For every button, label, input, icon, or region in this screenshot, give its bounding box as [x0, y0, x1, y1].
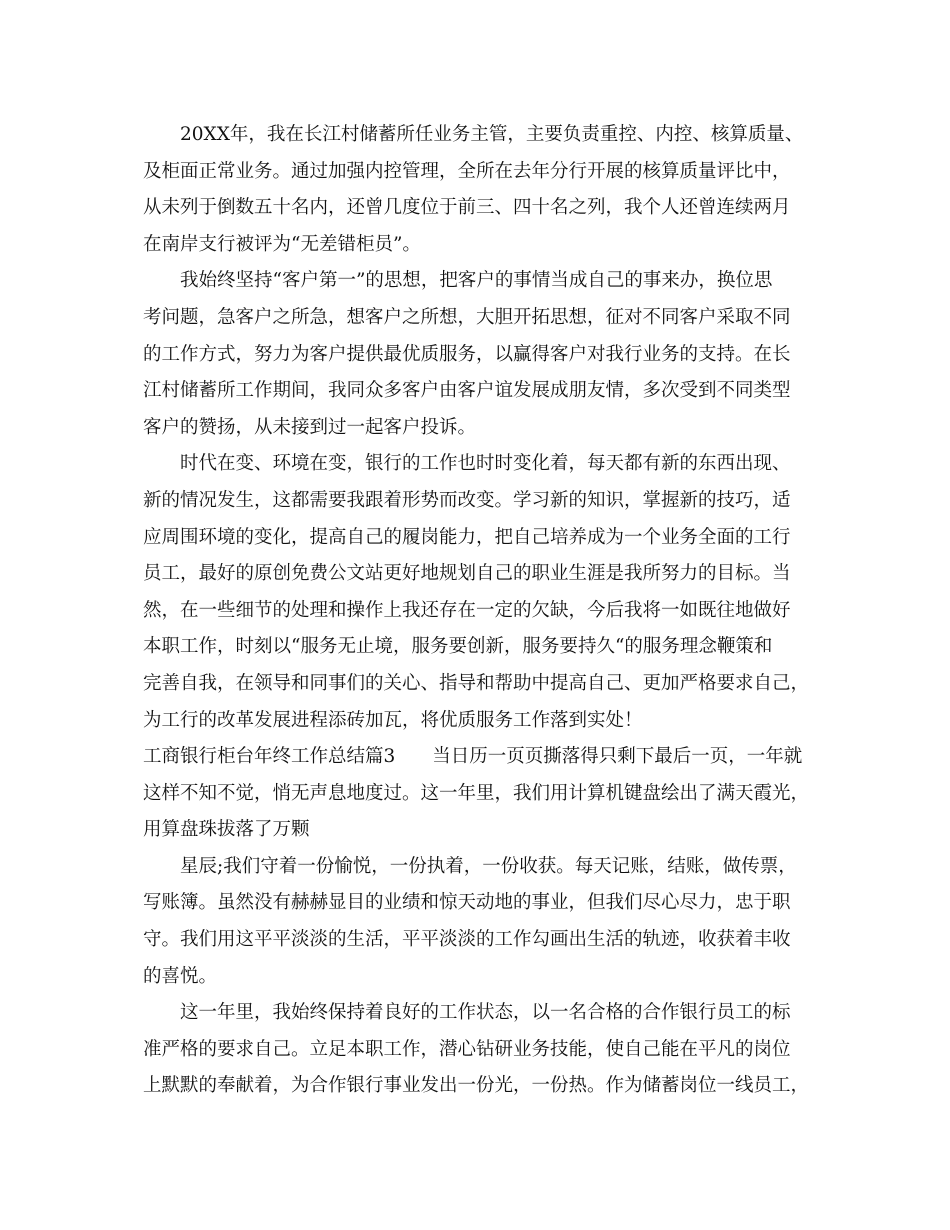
paragraph-line: 应周围环境的变化，提高自己的履岗能力，把自己培养成为一个业务全面的工行 — [143, 526, 791, 548]
paragraph-line: 我始终坚持“客户第一”的思想，把客户的事情当成自己的事来办，换位思 — [180, 270, 773, 292]
paragraph-line: 完善自我，在领导和同事们的关心、指导和帮助中提高自己、更加严格要求自己， — [143, 672, 810, 694]
paragraph-line: 的工作方式，努力为客户提供最优质服务，以赢得客户对我行业务的支持。在长 — [143, 343, 791, 365]
paragraph-line: 考问题，急客户之所急，想客户之所想，大胆开拓思想，征对不同客户采取不同 — [143, 306, 791, 328]
paragraph-line: 星辰;我们守着一份愉悦，一份执着，一份收获。每天记账，结账，做传票， — [180, 855, 797, 877]
paragraph-line: 新的情况发生，这都需要我跟着形势而改变。学习新的知识，掌握新的技巧，适 — [143, 489, 791, 511]
paragraph-line: 然，在一些细节的处理和操作上我还存在一定的欠缺，今后我将一如既往地做好 — [143, 599, 791, 621]
paragraph-line: 上默默的奉献着，为合作银行事业发出一份光，一份热。作为储蓄岗位一线员工， — [143, 1075, 810, 1097]
paragraph-line: 本职工作，时刻以“服务无止境，服务要创新，服务要持久“的服务理念鞭策和 — [143, 636, 773, 658]
section-heading: 工商银行柜台年终工作总结篇3 — [143, 746, 396, 768]
document-body — [143, 117, 815, 1105]
paragraph-line: 为工行的改革发展进程添砖加瓦，将优质服务工作落到实处！ — [143, 709, 643, 731]
paragraph-line: 在南岸支行被评为“无差错柜员”。 — [143, 233, 421, 255]
section-heading-line — [143, 739, 815, 776]
paragraph-line: 写账簿。虽然没有赫赫显目的业绩和惊天动地的事业，但我们尽心尽力，忠于职 — [143, 892, 791, 914]
paragraph-line: 用算盘珠拔落了万颗 — [143, 819, 310, 841]
paragraph-line: 从未列于倒数五十名内，还曾几度位于前三、四十名之列，我个人还曾连续两月 — [143, 197, 791, 219]
paragraph-line: 客户的赞扬，从未接到过一起客户投诉。 — [143, 416, 477, 438]
paragraph-line: 员工，最好的原创免费公文站更好地规划自己的职业生涯是我所努力的目标。当 — [143, 563, 791, 585]
paragraph-line: 这一年里，我始终保持着良好的工作状态，以一名合格的合作银行员工的标 — [180, 1002, 791, 1024]
paragraph-line: 当日历一页页撕落得只剩下最后一页，一年就 — [432, 746, 803, 768]
paragraph-line: 准严格的要求自己。立足本职工作，潜心钻研业务技能，使自己能在平凡的岗位 — [143, 1038, 791, 1060]
paragraph-line: 江村储蓄所工作期间，我同众多客户由客户谊发展成朋友情，多次受到不同类型 — [143, 380, 791, 402]
paragraph-line: 的喜悦。 — [143, 965, 218, 987]
paragraph-line: 这样不知不觉，悄无声息地度过。这一年里，我们用计算机键盘绘出了满天霞光， — [143, 782, 810, 804]
paragraph-line: 守。我们用这平平淡淡的生活，平平淡淡的工作勾画出生活的轨迹，收获着丰收 — [143, 929, 791, 951]
paragraph-line: 时代在变、环境在变，银行的工作也时时变化着，每天都有新的东西出现、 — [180, 453, 791, 475]
paragraph-line: 20XX年，我在长江村储蓄所任业务主管，主要负责重控、内控、核算质量、 — [180, 124, 804, 145]
paragraph-line: 及柜面正常业务。通过加强内控管理，全所在去年分行开展的核算质量评比中， — [143, 160, 791, 182]
